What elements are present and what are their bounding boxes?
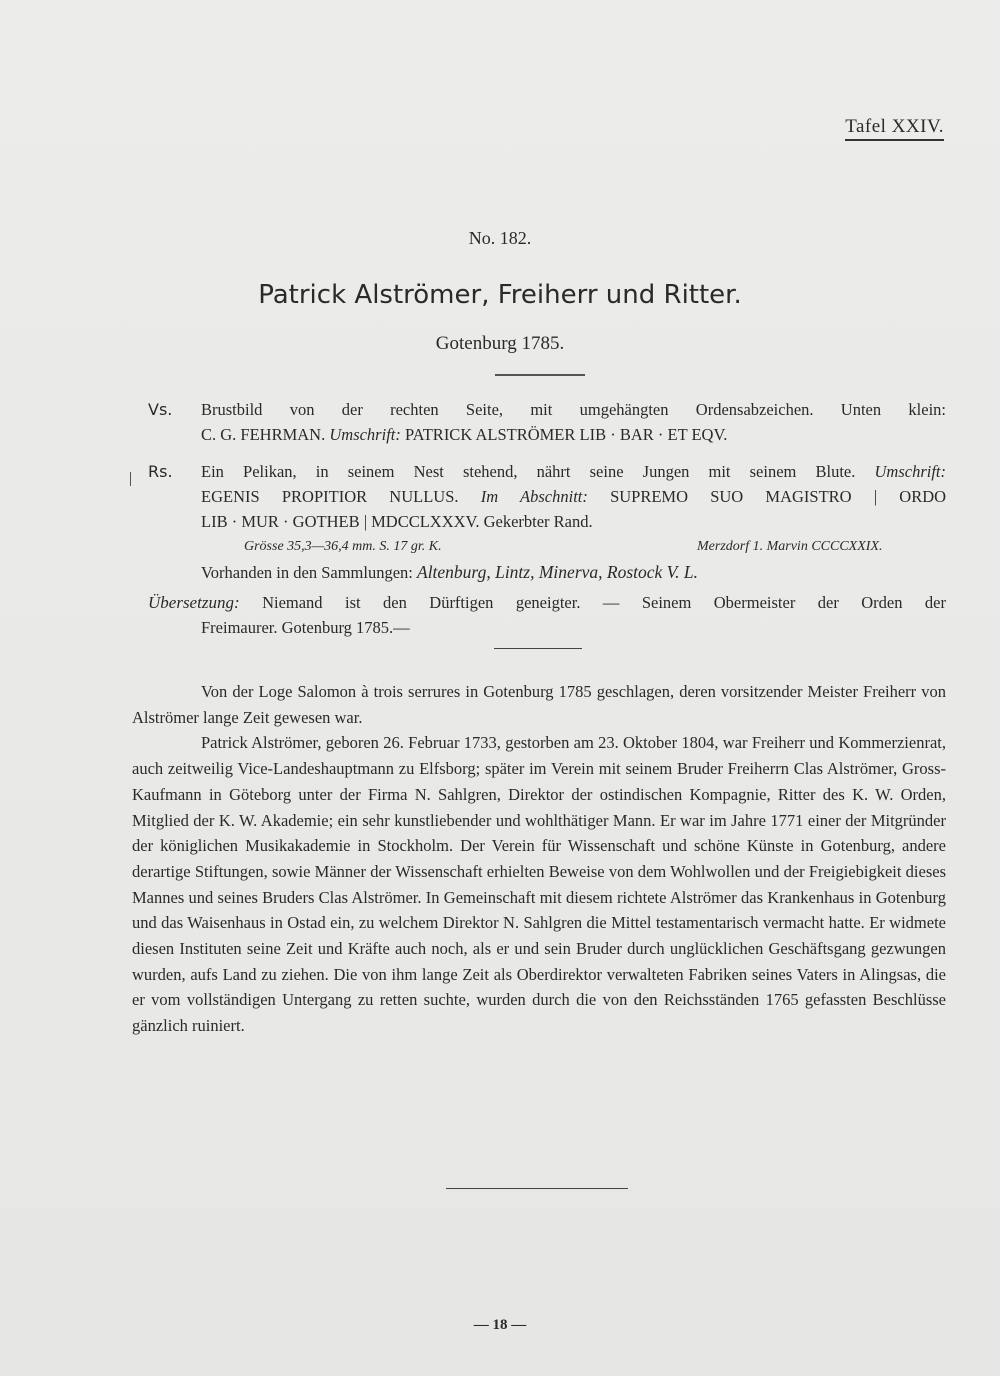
reverse-legend-label: Umschrift: xyxy=(874,462,946,481)
translation-text-2: Freimaurer. Gotenburg 1785.— xyxy=(201,618,410,637)
obverse-signature: C. G. FEHRMAN. xyxy=(201,425,326,444)
collections-prefix: Vorhanden in den Sammlungen: xyxy=(201,563,413,582)
reverse-exergue-1: SUPREMO SUO MAGISTRO | ORDO xyxy=(610,487,947,506)
reverse-label: Rs. xyxy=(148,462,173,481)
plate-number: Tafel XXIV. xyxy=(845,116,944,141)
commentary-paragraph-2: Patrick Alströmer, geboren 26. Februar 1733, gestorben am 23. Oktober 1804, war Freiherr und Kommerzienrat, auch zeitweilig Vice-Landeshauptmann zu Elfsborg; später im Verein mit seinem Bruder Freiherrn Clas Alströmer, Gross-Kaufmann in Göteborg unter der Firma N. Sahlgren, Direktor der ostindischen Kompagnie, Ritter des K. W. Orden, Mitglied der K. W. Akademie; ein sehr kunstliebender und wohlthätiger Mann. Er war im Jahre 1771 einer der Mitgründer der königlichen Musikakademie in Stockholm. Der Verein für Wissenschaft und schöne Künste in Gotenburg, andere derartige Stiftungen, sowie Männer der Wissenschaft erhielten Beweise von dem Wohlwollen und der Freigiebigkeit dieses Mannes und seines Bruders Clas Alströmer. In Gemeinschaft mit diesem richtete Alströmer das Krankenhaus in Gotenburg und das Waisenhaus in Ostad ein, zu welchem Direktor N. Sahlgren die Mittel testamentarisch vermacht hatte. Er widmete diesen Instituten seine Zeit und Kräfte auch noch, als er und sein Bruder durch unglücklichen Geschäftsgang gezwungen wurden, aufs Land zu ziehen. Die von ihm lange Zeit als Oberdirektor verwalteten Fabriken seines Vaters in Alingsas, die er vom vollständigen Untergang zu retten suchte, wurden durch die von den Reichsständen 1765 gefassten Beschlüsse gänzlich ruiniert. xyxy=(132,733,946,1036)
reverse-line-1 xyxy=(201,459,946,484)
page-number: — 18 — xyxy=(473,1317,527,1333)
obverse-label: Vs. xyxy=(148,400,173,419)
ornament-rule xyxy=(495,374,585,376)
obverse-legend: PATRICK ALSTRÖMER LIB · BAR · ET EQV. xyxy=(404,425,728,444)
page-title: Patrick Alströmer, Freiherr und Ritter. xyxy=(258,280,742,310)
reverse-legend: EGENIS PROPITIOR NULLUS. xyxy=(201,487,459,506)
size-weight: Grösse 35,3—36,4 mm. S. 17 gr. K. xyxy=(244,539,442,554)
margin-mark xyxy=(130,472,131,486)
translation-text-1: Niemand ist den Dürftigen geneigter. — Seinem Obermeister der Orden der xyxy=(262,593,947,612)
obverse-line-1: Brustbild von der rechten Seite, mit umgehängten Ordensabzeichen. Unten klein: xyxy=(201,400,946,419)
reverse-description-text: Ein Pelikan, in seinem Nest stehend, nährt seine Jungen mit seinem Blute. xyxy=(201,462,856,481)
reverse-line-2 xyxy=(201,484,946,509)
reverse-description xyxy=(148,459,948,534)
obverse-line-2 xyxy=(201,422,946,447)
coin-metadata xyxy=(244,537,948,557)
translation-line-1 xyxy=(148,590,946,615)
place-date: Gotenburg 1785. xyxy=(435,333,565,354)
translation xyxy=(148,590,946,640)
commentary xyxy=(132,679,946,1039)
end-rule xyxy=(446,1188,628,1189)
commentary-paragraph-1: Von der Loge Salomon à trois serrures in Gotenburg 1785 geschlagen, deren vorsitzender Meister Freiherr von Alströmer lange Zeit gewesen war. xyxy=(132,682,946,727)
section-divider xyxy=(494,648,582,649)
reverse-line-3: LIB · MUR · GOTHEB | MDCCLXXXV. Gekerbter Rand. xyxy=(201,512,593,531)
entry-number: No. 182. xyxy=(468,228,532,248)
collections-list: Altenburg, Lintz, Minerva, Rostock V. L. xyxy=(417,562,698,582)
obverse-description xyxy=(148,397,948,447)
references: Merzdorf 1. Marvin CCCCXXIX. xyxy=(697,539,883,554)
obverse-legend-label: Umschrift: xyxy=(329,425,401,444)
collections xyxy=(201,560,698,585)
reverse-exergue-label: Im Abschnitt: xyxy=(480,487,588,506)
translation-label: Übersetzung: xyxy=(148,593,240,612)
